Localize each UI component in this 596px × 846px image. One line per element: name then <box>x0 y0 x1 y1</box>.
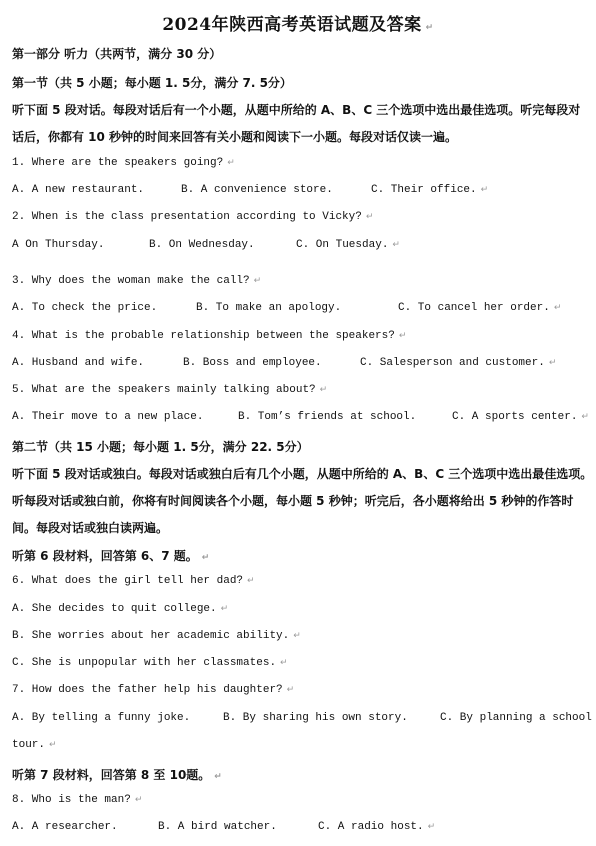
option-a: A. A new restaurant. <box>12 184 145 196</box>
option-b: B. A convenience store. <box>181 184 333 196</box>
question-7: 7. How does the father help his daughter? ↵ <box>12 684 295 696</box>
option-b: B. A bird watcher. <box>158 821 277 833</box>
section1-heading: 第一节（共 5 小题；每小题 1. 5分，满分 7. 5分） <box>12 76 292 90</box>
question-4-options: A. Husband and wife. B. Boss and employee. C. Salesperson and customer. ↵ <box>12 357 557 369</box>
option-c: C. A sports center. <box>452 411 578 423</box>
question-1-options: A. A new restaurant. B. A convenience store. C. Their office. ↵ <box>12 184 489 196</box>
question-8-options: A. A researcher. B. A bird watcher. C. A radio host. ↵ <box>12 821 436 833</box>
option-c: C. To cancel her order. <box>398 302 550 314</box>
option-b: B. By sharing his own story. <box>223 712 408 724</box>
option-b: B. To make an apology. <box>196 302 342 314</box>
option-a: A. By telling a funny joke. <box>12 712 191 724</box>
section1-instructions-line2: 话后，你都有 10 秒钟的时间来回答有关小题和阅读下一小题。每段对话仅读一遍。 <box>12 130 458 144</box>
question-7-options <box>12 712 592 724</box>
section1-instructions-line1: 听下面 5 段对话。每段对话后有一个小题，从题中所给的 A、B、C 三个选项中选出最佳选项。听完每段对 <box>12 103 581 117</box>
question-3-options: A. To check the price. B. To make an apology. C. To cancel her order. ↵ <box>12 302 562 314</box>
document-title: 2024年陕西高考英语试题及答案 ↵ <box>162 15 434 35</box>
question-6-option-c: C. She is unpopular with her classmates. ↵ <box>12 657 288 669</box>
question-3: 3. Why does the woman make the call? ↵ <box>12 275 262 287</box>
option-b: B. Tom’s friends at school. <box>238 411 417 423</box>
question-4: 4. What is the probable relationship between the speakers? ↵ <box>12 330 407 342</box>
option-b: B. Boss and employee. <box>183 357 322 369</box>
option-a: A. To check the price. <box>12 302 158 314</box>
part1-heading: 第一部分 听力（共两节，满分 30 分） <box>12 47 222 61</box>
question-5: 5. What are the speakers mainly talking about? ↵ <box>12 384 328 396</box>
question-2: 2. When is the class presentation according to Vicky? ↵ <box>12 211 374 223</box>
option-c: C. On Tuesday. <box>296 239 389 251</box>
option-c: C. Salesperson and customer. <box>360 357 545 369</box>
question-6-option-b: B. She worries about her academic ability. ↵ <box>12 630 301 642</box>
section2-heading: 第二节（共 15 小题；每小题 1. 5分，满分 22. 5分） <box>12 440 309 454</box>
option-b: B. On Wednesday. <box>149 239 255 251</box>
material-6-heading: 听第 6 段材料，回答第 6、7 题。 ↵ <box>12 549 210 563</box>
option-a: A On Thursday. <box>12 239 105 251</box>
option-c: C. Their office. <box>371 184 477 196</box>
option-a: A. A researcher. <box>12 821 118 833</box>
option-a: A. Their move to a new place. <box>12 411 204 423</box>
question-7-option-c-continued: tour. ↵ <box>12 739 57 751</box>
question-8: 8. Who is the man? ↵ <box>12 794 143 806</box>
question-5-options: A. Their move to a new place. B. Tom’s friends at school. C. A sports center. ↵ <box>12 411 589 423</box>
question-6: 6. What does the girl tell her dad? ↵ <box>12 575 255 587</box>
material-7-heading: 听第 7 段材料，回答第 8 至 10题。 ↵ <box>12 768 222 782</box>
option-c: C. A radio host. <box>318 821 424 833</box>
option-c: C. By planning a school <box>440 712 592 724</box>
question-2-options: A On Thursday. B. On Wednesday. C. On Tuesday. ↵ <box>12 239 400 251</box>
option-a: A. Husband and wife. <box>12 357 145 369</box>
question-1: 1. Where are the speakers going? ↵ <box>12 157 235 169</box>
section2-instructions-line1: 听下面 5 段对话或独白。每段对话或独白后有几个小题，从题中所给的 A、B、C 三个选项中选出最佳选项。 <box>12 467 593 481</box>
section2-instructions-line3: 间。每段对话或独白读两遍。 <box>12 521 169 535</box>
section2-instructions-line2: 听每段对话或独白前，你将有时间阅读各个小题，每小题 5 秒钟；听完后，各小题将给出 5 秒钟的作答时 <box>12 494 574 508</box>
question-6-option-a: A. She decides to quit college. ↵ <box>12 603 229 615</box>
